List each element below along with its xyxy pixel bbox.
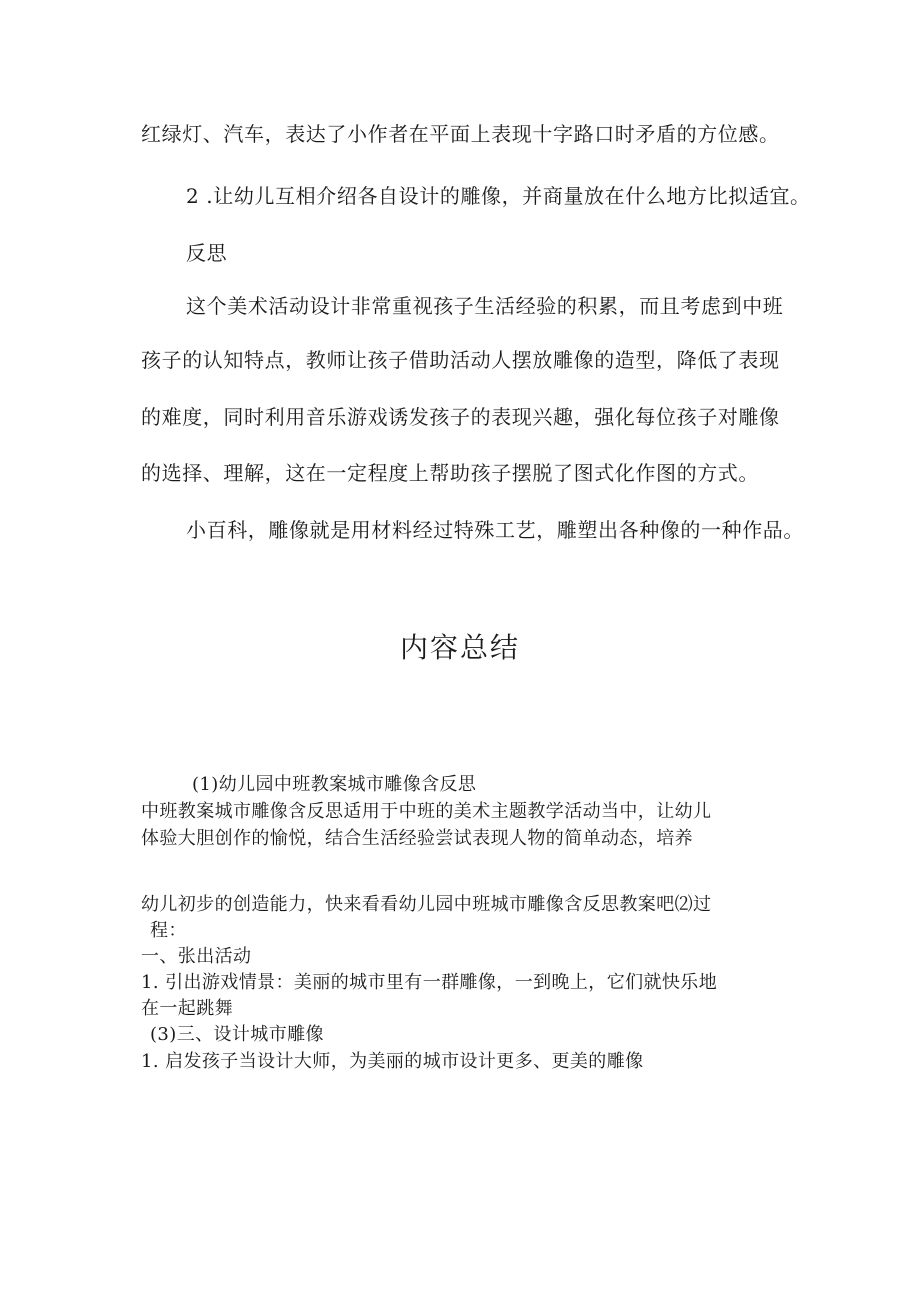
- reflection-paragraph-line-4: 的选择、理解，这在一定程度上帮助孩子摆脱了图式化作图的方式。: [141, 461, 759, 485]
- summary-item-1-heading: (1)幼儿园中班教案城市雕像含反思: [192, 774, 477, 795]
- summary-item-2-line-3: 一、张出活动: [141, 946, 252, 967]
- summary-item-1-line-1: 中班教案城市雕像含反思适用于中班的美术主题教学活动当中，让幼儿: [141, 801, 712, 822]
- encyclopedia-note: 小百科，雕像就是用材料经过特殊工艺，雕塑出各种像的一种作品。: [186, 518, 804, 542]
- summary-item-2-line-5: 在一起跳舞: [141, 998, 233, 1019]
- summary-item-2-line-1: 幼儿初步的创造能力，快来看看幼儿园中班城市雕像含反思教案吧⑵过: [141, 894, 712, 915]
- body-line-1: 红绿灯、汽车，表达了小作者在平面上表现十字路口时矛盾的方位感。: [141, 122, 780, 146]
- summary-title: 内容总结: [399, 631, 520, 664]
- reflection-heading: 反思: [186, 241, 228, 265]
- body-line-2-numbered-step: 2 .让幼儿互相介绍各自设计的雕像，并商量放在什么地方比拟适宜。: [186, 184, 811, 208]
- reflection-paragraph-line-3: 的难度，同时利用音乐游戏诱发孩子的表现兴趣，强化每位孩子对雕像: [141, 405, 780, 429]
- reflection-paragraph-line-2: 孩子的认知特点，教师让孩子借助活动人摆放雕像的造型，降低了表现: [141, 348, 780, 372]
- summary-item-3-heading: (3)三、设计城市雕像: [150, 1024, 324, 1045]
- summary-item-2-line-4: 1. 引出游戏情景：美丽的城市里有一群雕像，一到晚上，它们就快乐地: [141, 972, 718, 993]
- reflection-paragraph-line-1: 这个美术活动设计非常重视孩子生活经验的积累，而且考虑到中班: [186, 294, 784, 318]
- summary-item-1-line-2: 体验大胆创作的愉悦，结合生活经验尝试表现人物的简单动态，培养: [141, 828, 693, 849]
- summary-item-3-line-1: 1. 启发孩子当设计大师，为美丽的城市设计更多、更美的雕像: [141, 1051, 644, 1072]
- summary-item-2-line-2: 程：: [150, 920, 187, 941]
